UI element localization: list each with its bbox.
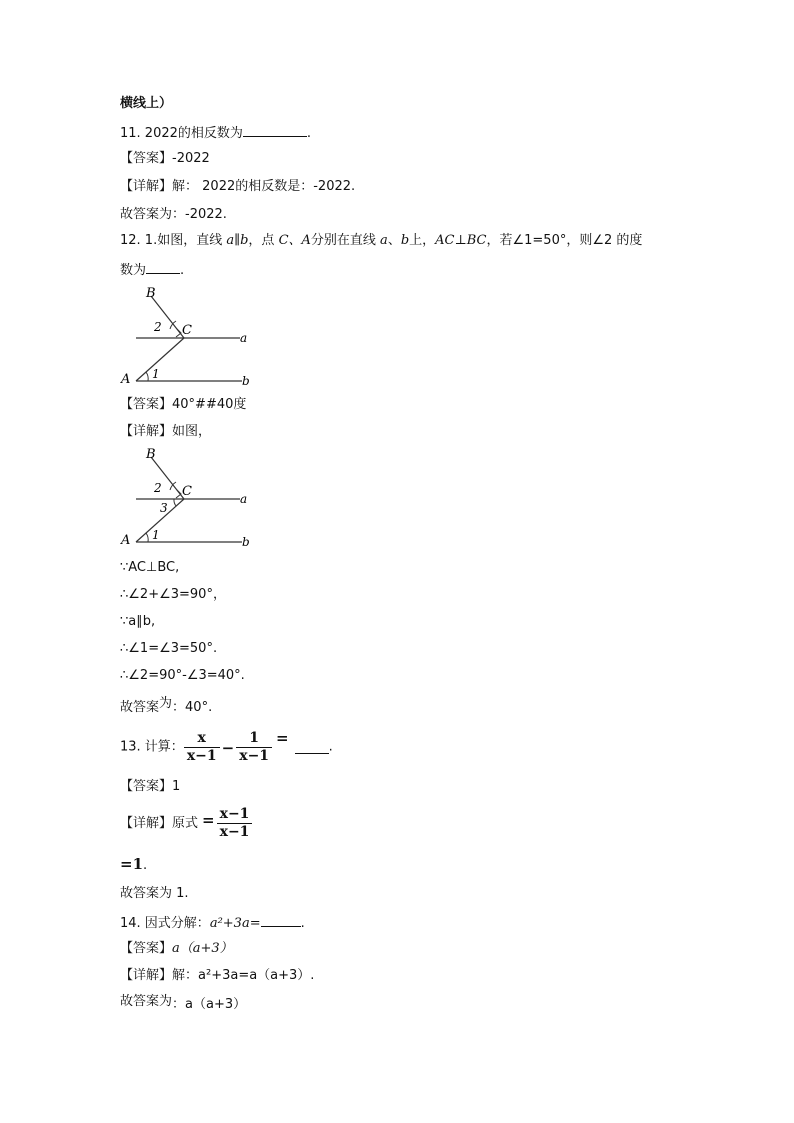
- answer-value: a（a+3）: [172, 941, 233, 956]
- question-expression: a²+3a=: [209, 916, 261, 931]
- q12-text: ，若∠1=50°，则∠2 的度: [486, 233, 643, 248]
- question-12-line2: [120, 261, 184, 279]
- label-b: b: [242, 374, 250, 388]
- fraction-2: [236, 730, 272, 765]
- q12-text: 、: [387, 233, 401, 248]
- detail-text: 解：a²+3a=a（a+3）.: [172, 968, 315, 983]
- right-angle-mark: [176, 490, 181, 498]
- detail-13: [120, 806, 252, 842]
- conclusion-text: 故答案为: [120, 994, 173, 1009]
- label-2: 2: [154, 481, 162, 495]
- geometry-figure-1: [118, 284, 258, 390]
- detail-11: [120, 179, 355, 195]
- detail-fraction: [217, 806, 253, 841]
- question-text: 13. 计算：: [120, 739, 184, 755]
- answer-14: [120, 941, 233, 957]
- question-12-line1: [120, 233, 642, 249]
- label-b: b: [242, 535, 250, 549]
- q12-perpendicular: AC⊥BC: [435, 233, 487, 248]
- label-a: a: [240, 331, 248, 345]
- angle-3-arc: [174, 499, 176, 506]
- q12-parallel: a∥b: [226, 233, 249, 248]
- section-header-fragment: 横线上）: [120, 96, 173, 111]
- conclusion-13: 故答案为 1.: [120, 886, 189, 901]
- answer-value: -2022: [172, 151, 210, 166]
- detail-12-step-3: ∵a∥b,: [120, 614, 156, 629]
- label-1: 1: [152, 367, 160, 381]
- question-text: 14. 因式分解：: [120, 916, 210, 931]
- question-13: [120, 728, 333, 766]
- answer-value: 1: [172, 779, 181, 794]
- detail-13-result: [120, 856, 147, 874]
- detail-12: [120, 424, 211, 440]
- equals-sign: =: [202, 811, 215, 829]
- question-11: [120, 124, 311, 142]
- label-B: B: [146, 286, 156, 301]
- answer-blank: [295, 741, 329, 754]
- answer-12: [120, 397, 246, 413]
- q12-text: 分别在直线: [310, 233, 381, 248]
- label-2: 2: [154, 320, 162, 334]
- label-a: a: [240, 492, 248, 506]
- conclusion-11: 故答案为：-2022.: [120, 207, 227, 222]
- fraction-1: [184, 730, 220, 765]
- answer-value: 40°##40度: [172, 397, 247, 412]
- question-14: [120, 914, 305, 932]
- q12-text: 12. 1.如图，直线: [120, 233, 227, 248]
- question-text: 11. 2022的相反数为: [120, 126, 243, 141]
- conclusion-text: ：40°.: [172, 700, 213, 715]
- q12-text: 上，: [409, 233, 436, 248]
- answer-label: 【答案】: [120, 397, 173, 412]
- detail-text: 解： 2022的相反数是：-2022.: [172, 179, 356, 194]
- label-C: C: [182, 323, 192, 338]
- detail-12-step-1: ∵AC⊥BC,: [120, 560, 180, 575]
- answer-label: 【答案】: [120, 151, 173, 166]
- detail-label: 【详解】: [120, 816, 173, 831]
- q12-line-b: b: [400, 233, 410, 248]
- conclusion-text: ：a（a+3）: [172, 997, 247, 1012]
- fraction-denominator: x−1: [219, 824, 250, 840]
- segment-ca: [136, 338, 184, 381]
- result-value: =1: [120, 855, 144, 873]
- label-3: 3: [160, 501, 168, 515]
- label-A: A: [121, 533, 131, 548]
- result-period: .: [143, 858, 148, 873]
- fraction-numerator: 1: [236, 730, 272, 748]
- question-period: .: [300, 916, 305, 931]
- q12-points: C、A: [278, 233, 311, 248]
- answer-13: [120, 779, 180, 795]
- detail-text: 如图，: [172, 424, 212, 439]
- angle-1-arc: [146, 372, 148, 381]
- label-B: B: [146, 447, 156, 462]
- answer-blank: [243, 124, 307, 137]
- q12-line-a: a: [380, 233, 388, 248]
- conclusion-12: [120, 696, 213, 716]
- label-C: C: [182, 484, 192, 499]
- detail-label: 【详解】: [120, 424, 173, 439]
- equals-sign: =: [276, 729, 289, 747]
- question-period: .: [180, 263, 185, 278]
- detail-14: [120, 968, 314, 984]
- detail-12-step-5: ∴∠2=90°-∠3=40°.: [120, 668, 245, 683]
- angle-1-arc: [146, 533, 148, 542]
- answer-blank: [261, 914, 301, 927]
- q12-text: ，点: [248, 233, 279, 248]
- question-period: .: [306, 126, 312, 141]
- answer-label: 【答案】: [120, 941, 173, 956]
- answer-label: 【答案】: [120, 779, 173, 794]
- conclusion-text: 为: [159, 696, 173, 711]
- detail-label: 【详解】: [120, 179, 173, 194]
- answer-blank: [146, 261, 180, 274]
- detail-label: 【详解】: [120, 968, 173, 983]
- geometry-figure-2: [118, 446, 258, 552]
- minus-sign: −: [221, 738, 235, 757]
- q12-text: 数为: [120, 263, 147, 278]
- detail-text: 原式: [172, 816, 199, 831]
- label-A: A: [121, 372, 131, 387]
- right-angle-mark: [176, 329, 181, 337]
- fraction-numerator: x−1: [217, 806, 253, 824]
- answer-11: [120, 151, 210, 167]
- fraction-denominator: x−1: [186, 748, 217, 764]
- detail-12-step-2: ∴∠2+∠3=90°，: [120, 587, 226, 602]
- question-period: .: [328, 739, 333, 755]
- detail-12-step-4: ∴∠1=∠3=50°.: [120, 641, 218, 656]
- fraction-numerator: x: [184, 730, 220, 748]
- conclusion-14: [120, 994, 247, 1013]
- fraction-denominator: x−1: [239, 748, 270, 764]
- conclusion-text: 故答案: [120, 700, 160, 715]
- label-1: 1: [152, 528, 160, 542]
